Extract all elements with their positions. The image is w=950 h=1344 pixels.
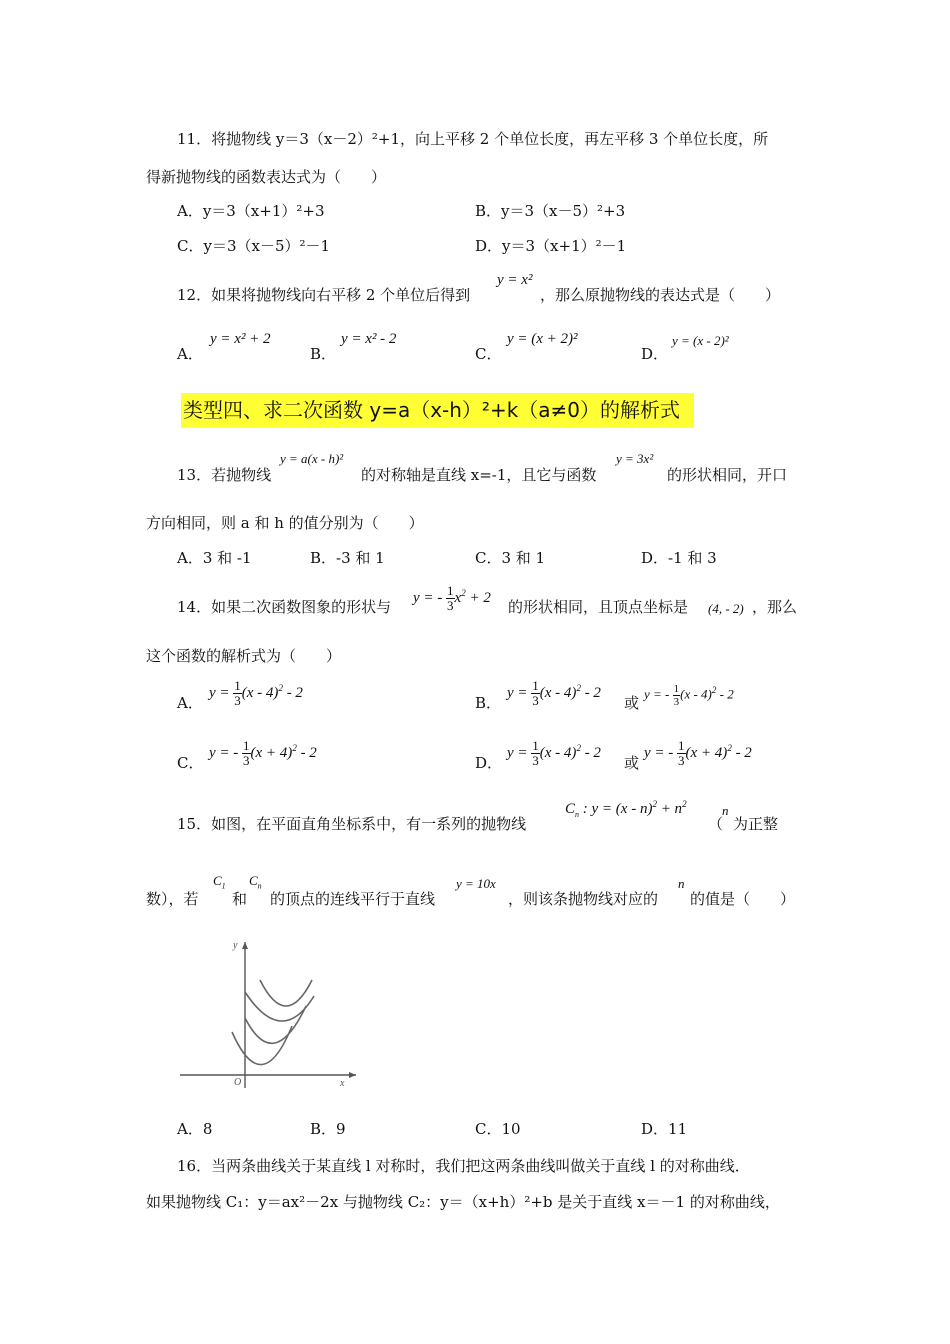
parabola-c2 [245,1006,306,1043]
q16-line1: 16．当两条曲线关于某直线 l 对称时，我们把这两条曲线叫做关于直线 l 的对称曲线． [177,1157,750,1175]
q14-option-a: y = $\frac{1}{3}$ (x - 4)$^2$ - 2 [209,678,303,708]
q13-pre: 13．若抛物线 [177,466,272,484]
section-banner: 类型四、求二次函数 y=a（x-h）²+k（a≠0）的解析式 [181,393,694,428]
q14-mid: 的形状相同，且顶点坐标是 [508,598,689,616]
q14-math2: (4, - 2) [708,601,744,616]
q11-option-a: A．y＝3（x+1）²+3 [177,202,325,220]
q14-a-label: A． [177,694,203,712]
q12-stem-post: ，那么原抛物线的表达式是（ ） [540,286,781,304]
q14-d-label: D． [475,754,503,772]
q15-option-a: A．8 [177,1120,213,1138]
q13-math2: y = 3x² [616,451,654,466]
q15-and: 和 [232,890,248,908]
q15-math1: $C_n$ : $y = (x - n)^2 + n^2$ [565,799,687,819]
q13-mid: 的对称轴是直线 x=-1，且它与函数 [361,466,597,484]
q14-b-or: 或 [624,694,640,712]
q14-b-label: B． [475,694,502,712]
origin-label: O [234,1077,242,1088]
q15-line2b: 的顶点的连线平行于直线 [270,890,436,908]
q15-option-d: D．11 [641,1120,688,1138]
q14-option-d-1: y = $\frac{1}{3}$ (x - 4)$^2$ - 2 [507,738,601,768]
q13-option-a: A．3 和 -1 [177,549,252,567]
q15-pre: 15．如图，在平面直角坐标系中，有一系列的抛物线 [177,815,527,833]
q15-post1b: 为正整 [733,815,779,833]
x-axis-label: x [340,1078,345,1089]
q12-option-a: y = x² + 2 [210,331,271,347]
q11-option-c: C．y＝3（x－5）²－1 [177,237,331,255]
parabola-c3 [245,992,314,1021]
parabola-c4 [260,980,312,1006]
q11-option-b: B．y＝3（x－5）²+3 [475,202,626,220]
q15-post1: （ [708,815,724,833]
q14-post: ，那么 [752,598,798,616]
q15-math-n2: n [678,876,685,891]
parabola-c1 [232,1026,292,1065]
q14-line2: 这个函数的解析式为（ ） [146,647,342,665]
q15-line2c: ，则该条抛物线对应的 [508,890,659,908]
q15-option-b: B．9 [310,1120,346,1138]
q12-c-label: C． [475,345,502,363]
q14-d-or: 或 [624,754,640,772]
q13-line2: 方向相同，则 a 和 h 的值分别为（ ） [146,514,424,532]
q11-line2: 得新抛物线的函数表达式为（ ） [146,168,387,186]
q12-option-d: y = (x - 2)² [672,333,729,348]
q12-option-c: y = (x + 2)² [507,331,578,347]
q15-math2: y = 10x [456,876,496,891]
q15-line2d: 的值是（ ） [690,890,796,908]
q13-option-b: B．-3 和 1 [310,549,385,567]
q15-option-c: C．10 [475,1120,521,1138]
q14-pre: 14．如果二次函数图象的形状与 [177,598,392,616]
q12-stem-pre: 12．如果将抛物线向右平移 2 个单位后得到 [177,286,471,304]
q14-c-label: C． [177,754,204,772]
q14-option-d-2: y = - $\frac{1}{3}$ $(x + 4)^2 - 2$ [644,738,752,768]
q14-option-c: y = - $\frac{1}{3}$ $(x + 4)^2 - 2$ [209,738,317,768]
q11-line1: 11．将抛物线 y＝3（x－2）²+1，向上平移 2 个单位长度，再左平移 3 个单位长度，所 [177,130,769,148]
q15-c1: $C_1$ [213,873,226,891]
q13-post: 的形状相同，开口 [667,466,788,484]
q14-math1: y = - $\frac{1}{3}$ $x^2 + 2$ [413,583,491,613]
q12-d-label: D． [641,345,669,363]
q13-math1: y = a(x - h)² [280,451,344,466]
q12-option-b: y = x² - 2 [341,331,397,347]
q15-cn: $C_n$ [249,873,262,891]
y-axis-label: y [233,940,238,951]
q15-line2a: 数），若 [146,890,199,908]
q13-option-d: D．-1 和 3 [641,549,717,567]
q12-b-label: B． [310,345,337,363]
q13-option-c: C．3 和 1 [475,549,546,567]
q16-line2: 如果抛物线 C₁：y＝ax²－2x 与抛物线 C₂：y＝（x+h）²+b 是关于直线 x＝－1 的对称曲线， [146,1193,780,1211]
q15-math-n: n [722,803,729,818]
parabola-graph [176,930,361,1090]
q12-stem-math: y = x² [497,272,533,288]
q14-option-b-2: y = - $\frac{1}{3}$ (x - 4)$^2$ - 2 [644,683,734,708]
q12-a-label: A． [177,345,203,363]
q11-option-d: D．y＝3（x+1）²－1 [475,237,627,255]
q14-option-b-1: y = $\frac{1}{3}$ (x - 4)$^2$ - 2 [507,678,601,708]
